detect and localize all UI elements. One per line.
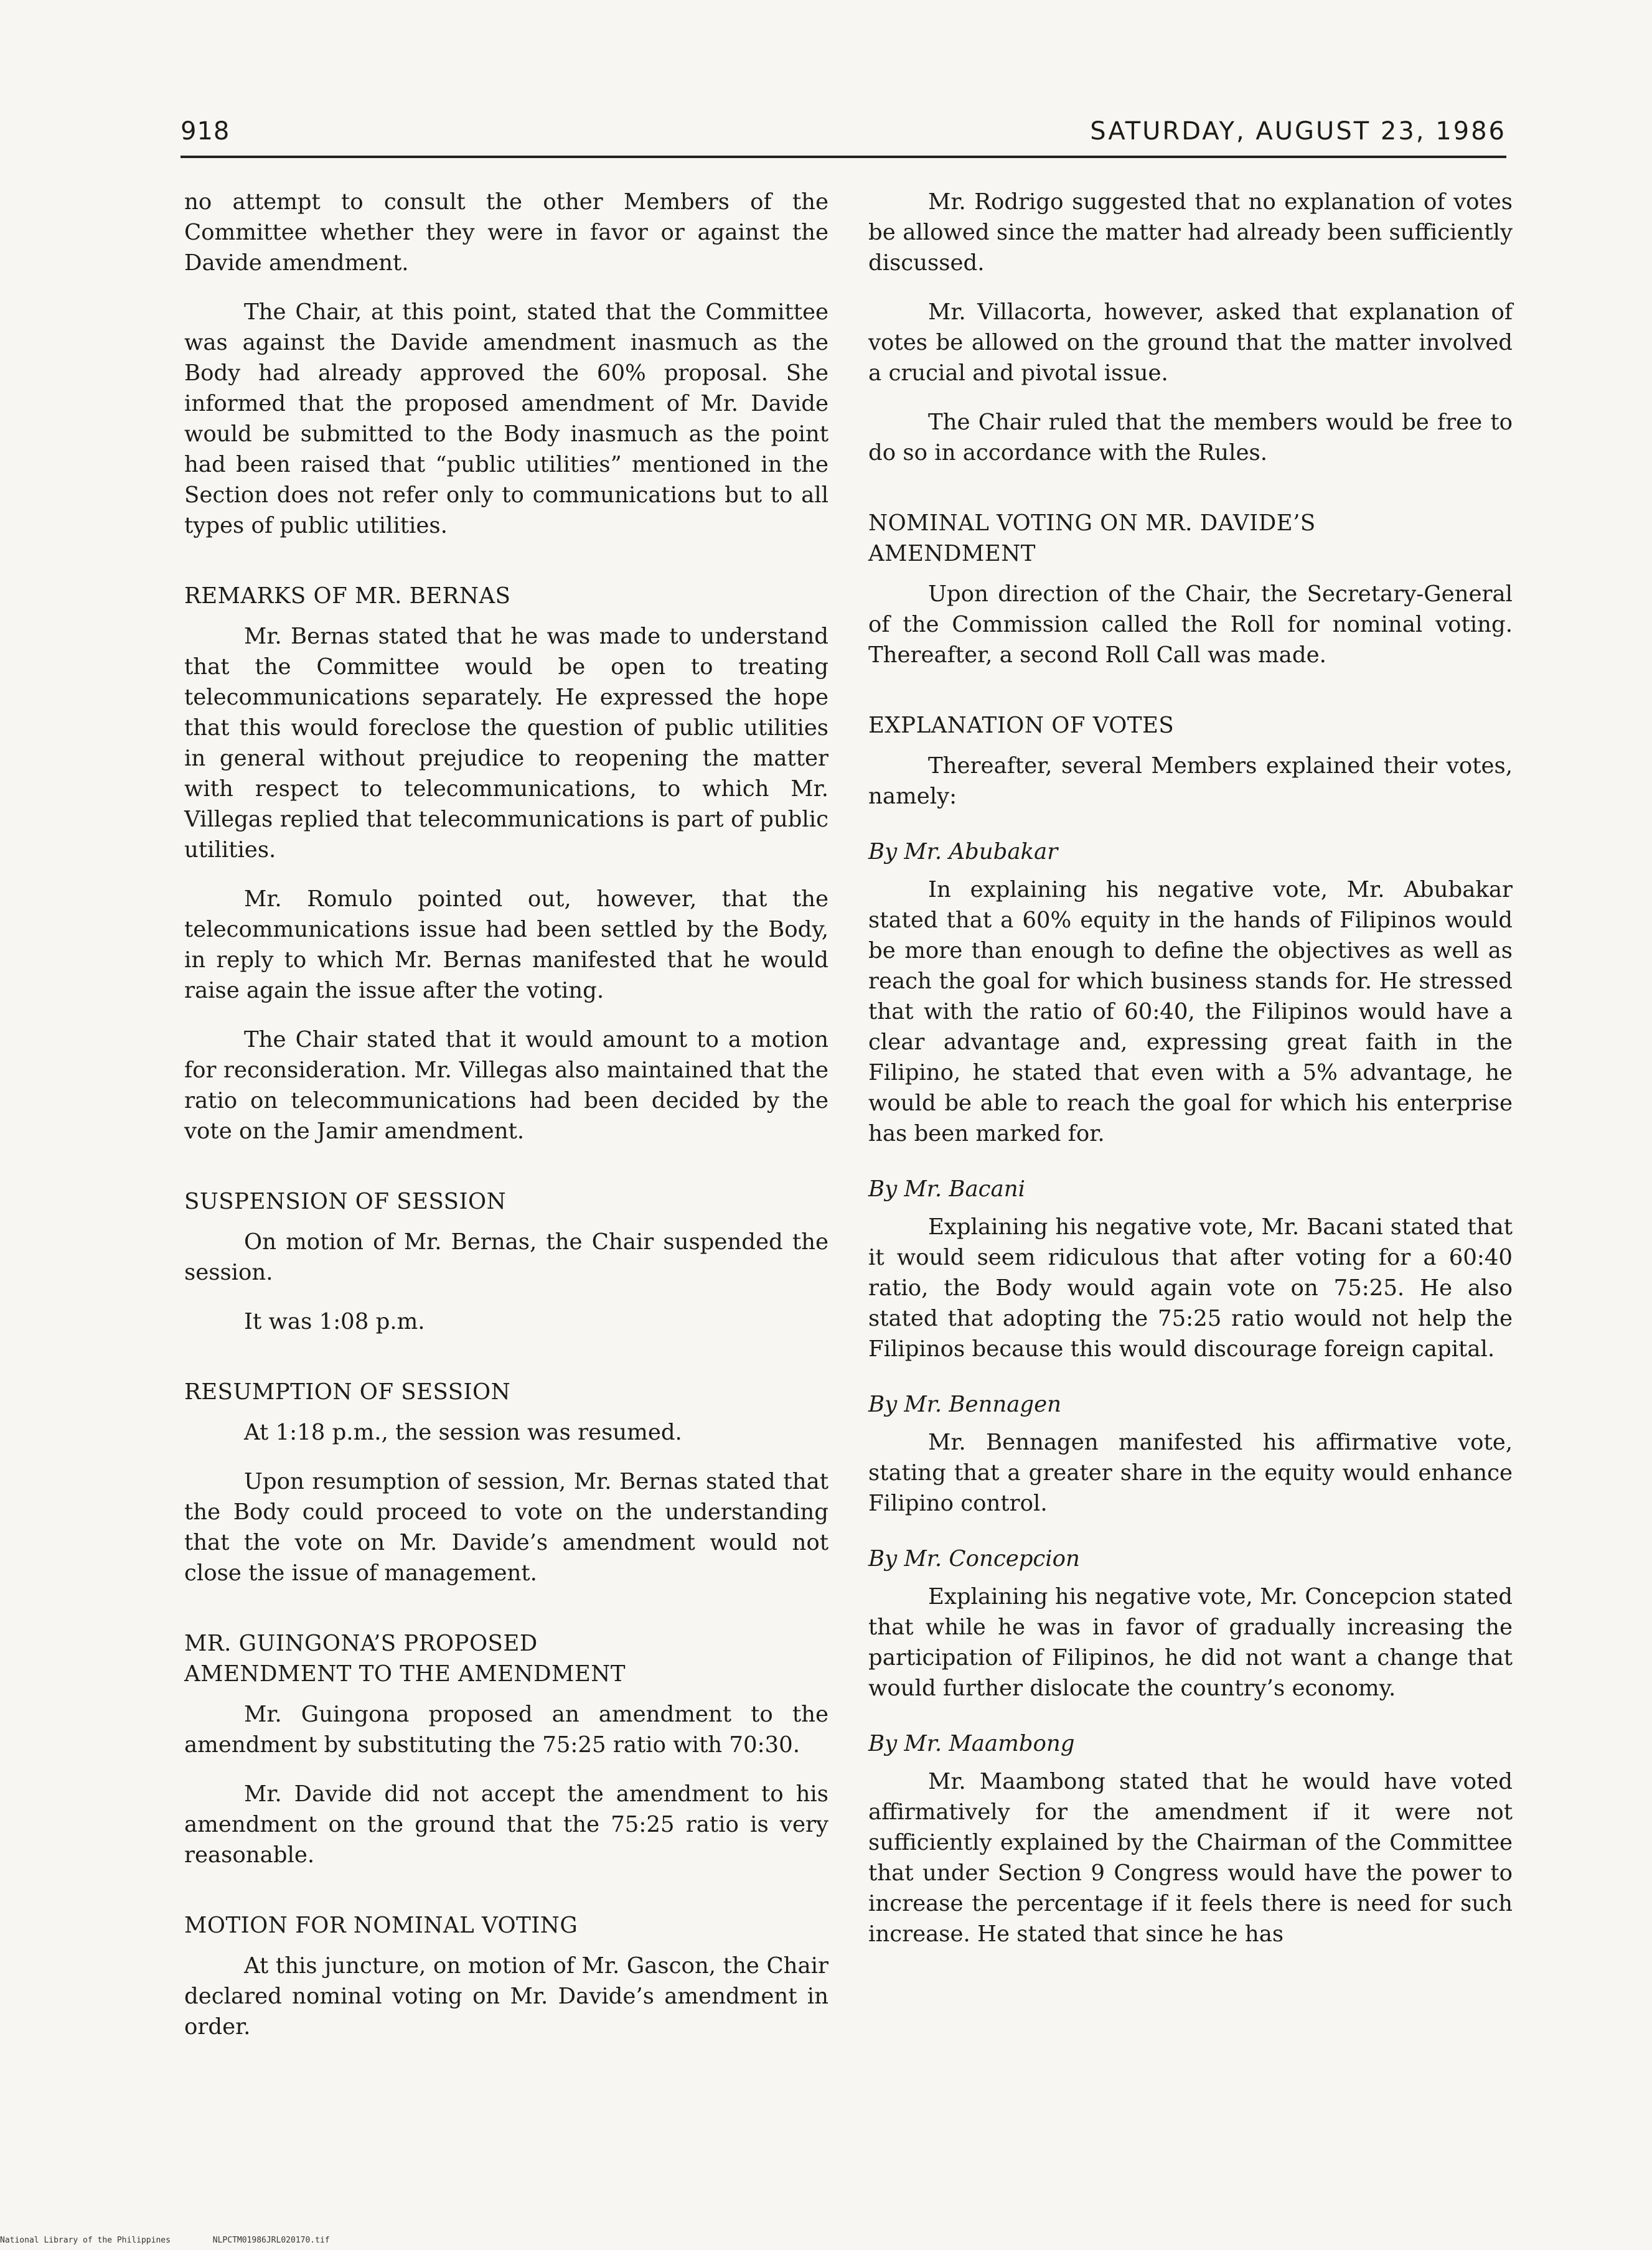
paragraph: Mr. Davide did not accept the amendment to his amendment on the ground that the 75:25 ratio is very reasonable.: [184, 1781, 828, 1868]
paragraph: On motion of Mr. Bernas, the Chair suspended the session.: [184, 1229, 828, 1285]
paragraph: Thereafter, several Members explained their votes, namely:: [868, 753, 1513, 809]
speaker-heading-bacani: By Mr. Bacani: [868, 1176, 1025, 1202]
section-heading-explanation: EXPLANATION OF VOTES: [868, 713, 1175, 738]
paragraph: Mr. Rodrigo suggested that no explanation of votes be allowed since the matter had already been sufficiently discussed.: [868, 189, 1513, 276]
header-rule: [181, 156, 1506, 158]
heading-line: AMENDMENT TO THE AMENDMENT: [184, 1661, 626, 1687]
paragraph: Mr. Romulo pointed out, however, that the telecommunications issue had been settled by the Body, in reply to which Mr. Bernas manifested that he would raise again the issue after the voting.: [184, 886, 828, 1003]
left-column: [184, 187, 828, 2061]
paragraph: In explaining his negative vote, Mr. Abubakar stated that a 60% equity in the hands of Filipinos would be more than enough to define the objectives as well as reach the goal for which business stands for. He stressed that with the ratio of 60:40, the Filipinos would have a clear advantage and, expressing great faith in the Filipino, he stated that even with a 5% advantage, he would be able to reach the goal for which his enterprise has been marked for.: [868, 877, 1513, 1146]
paragraph: Explaining his negative vote, Mr. Concepcion stated that while he was in favor of gradually increasing the participation of Filipinos, he did not want a change that would further dislocate the country’s economy.: [868, 1584, 1513, 1701]
section-heading-suspension: SUSPENSION OF SESSION: [184, 1189, 507, 1214]
section-heading-motion: MOTION FOR NOMINAL VOTING: [184, 1913, 578, 1938]
speaker-heading-maambong: By Mr. Maambong: [868, 1731, 1075, 1756]
file-name: NLPCTM01986JRL020170.tif: [212, 2236, 330, 2245]
paragraph: The Chair ruled that the members would be free to do so in accordance with the Rules.: [868, 410, 1513, 466]
paragraph: At 1:18 p.m., the session was resumed.: [244, 1420, 682, 1445]
paragraph: Mr. Villacorta, however, asked that explanation of votes be allowed on the ground that the matter involved a crucial and pivotal issue.: [868, 299, 1513, 386]
section-heading-guingona: [184, 1628, 828, 1689]
page-header: [181, 117, 1506, 161]
paragraph: The Chair stated that it would amount to a motion for reconsideration. Mr. Villegas also maintained that the ratio on telecommunications had been decided by the vote on the Jamir amendment.: [184, 1027, 828, 1144]
right-column: [868, 187, 1513, 1968]
paragraph: no attempt to consult the other Members of the Committee whether they were in favor or against the Davide amendment.: [184, 189, 828, 276]
paragraph: Mr. Maambong stated that he would have voted affirmatively for the amendment if it were not sufficiently explained by the Chairman of the Committee that under Section 9 Congress would have the power to increase the percentage if it feels there is need for such increase. He stated that since he has: [868, 1769, 1513, 1947]
heading-line: MR. GUINGONA’S PROPOSED: [184, 1631, 538, 1656]
page-number: 918: [181, 117, 230, 146]
paragraph: Mr. Guingona proposed an amendment to the amendment by substituting the 75:25 ratio with 70:30.: [184, 1702, 828, 1758]
paragraph: Upon resumption of session, Mr. Bernas stated that the Body could proceed to vote on the understanding that the vote on Mr. Davide’s amendment would not close the issue of management.: [184, 1469, 828, 1586]
paragraph: It was 1:08 p.m.: [244, 1309, 425, 1334]
paragraph: Mr. Bernas stated that he was made to understand that the Committee would be open to treating telecommunications separately. He expressed the hope that this would foreclose the question of public utilities in general without prejudice to reopening the matter with respect to telecommunications, to which Mr. Villegas replied that telecommunications is part of public utilities.: [184, 624, 828, 863]
heading-line: NOMINAL VOTING ON MR. DAVIDE’S: [868, 510, 1316, 536]
paragraph: Mr. Bennagen manifested his affirmative vote, stating that a greater share in the equity would enhance Filipino control.: [868, 1430, 1513, 1516]
speaker-heading-concepcion: By Mr. Concepcion: [868, 1546, 1080, 1572]
paragraph: The Chair, at this point, stated that the Committee was against the Davide amendment inasmuch as the Body had already approved the 60% proposal. She informed that the proposed amendment of Mr. Davide would be submitted to the Body inasmuch as the point had been raised that “public utilities” mentioned in the Section does not refer only to communications but to all types of public utilities.: [184, 299, 828, 538]
scan-footer: [0, 2236, 622, 2245]
section-heading-resumption: RESUMPTION OF SESSION: [184, 1379, 511, 1405]
paragraph: At this juncture, on motion of Mr. Gascon, the Chair declared nominal voting on Mr. Davide’s amendment in order.: [184, 1953, 828, 2040]
heading-line: AMENDMENT: [868, 541, 1036, 566]
speaker-heading-abubakar: By Mr. Abubakar: [868, 839, 1058, 865]
section-heading-nominal-voting: [868, 508, 1513, 569]
library-credit: National Library of the Philippines: [0, 2236, 171, 2245]
paragraph: Upon direction of the Chair, the Secretary-General of the Commission called the Roll for nominal voting. Thereafter, a second Roll Call was made.: [868, 581, 1513, 668]
speaker-heading-bennagen: By Mr. Bennagen: [868, 1392, 1062, 1417]
session-date: SATURDAY, AUGUST 23, 1986: [1090, 117, 1506, 146]
paragraph: Explaining his negative vote, Mr. Bacani stated that it would seem ridiculous that after voting for a 60:40 ratio, the Body would again vote on 75:25. He also stated that adopting the 75:25 ratio would not help the Filipinos because this would discourage foreign capital.: [868, 1214, 1513, 1362]
section-heading-remarks-bernas: REMARKS OF MR. BERNAS: [184, 583, 511, 609]
